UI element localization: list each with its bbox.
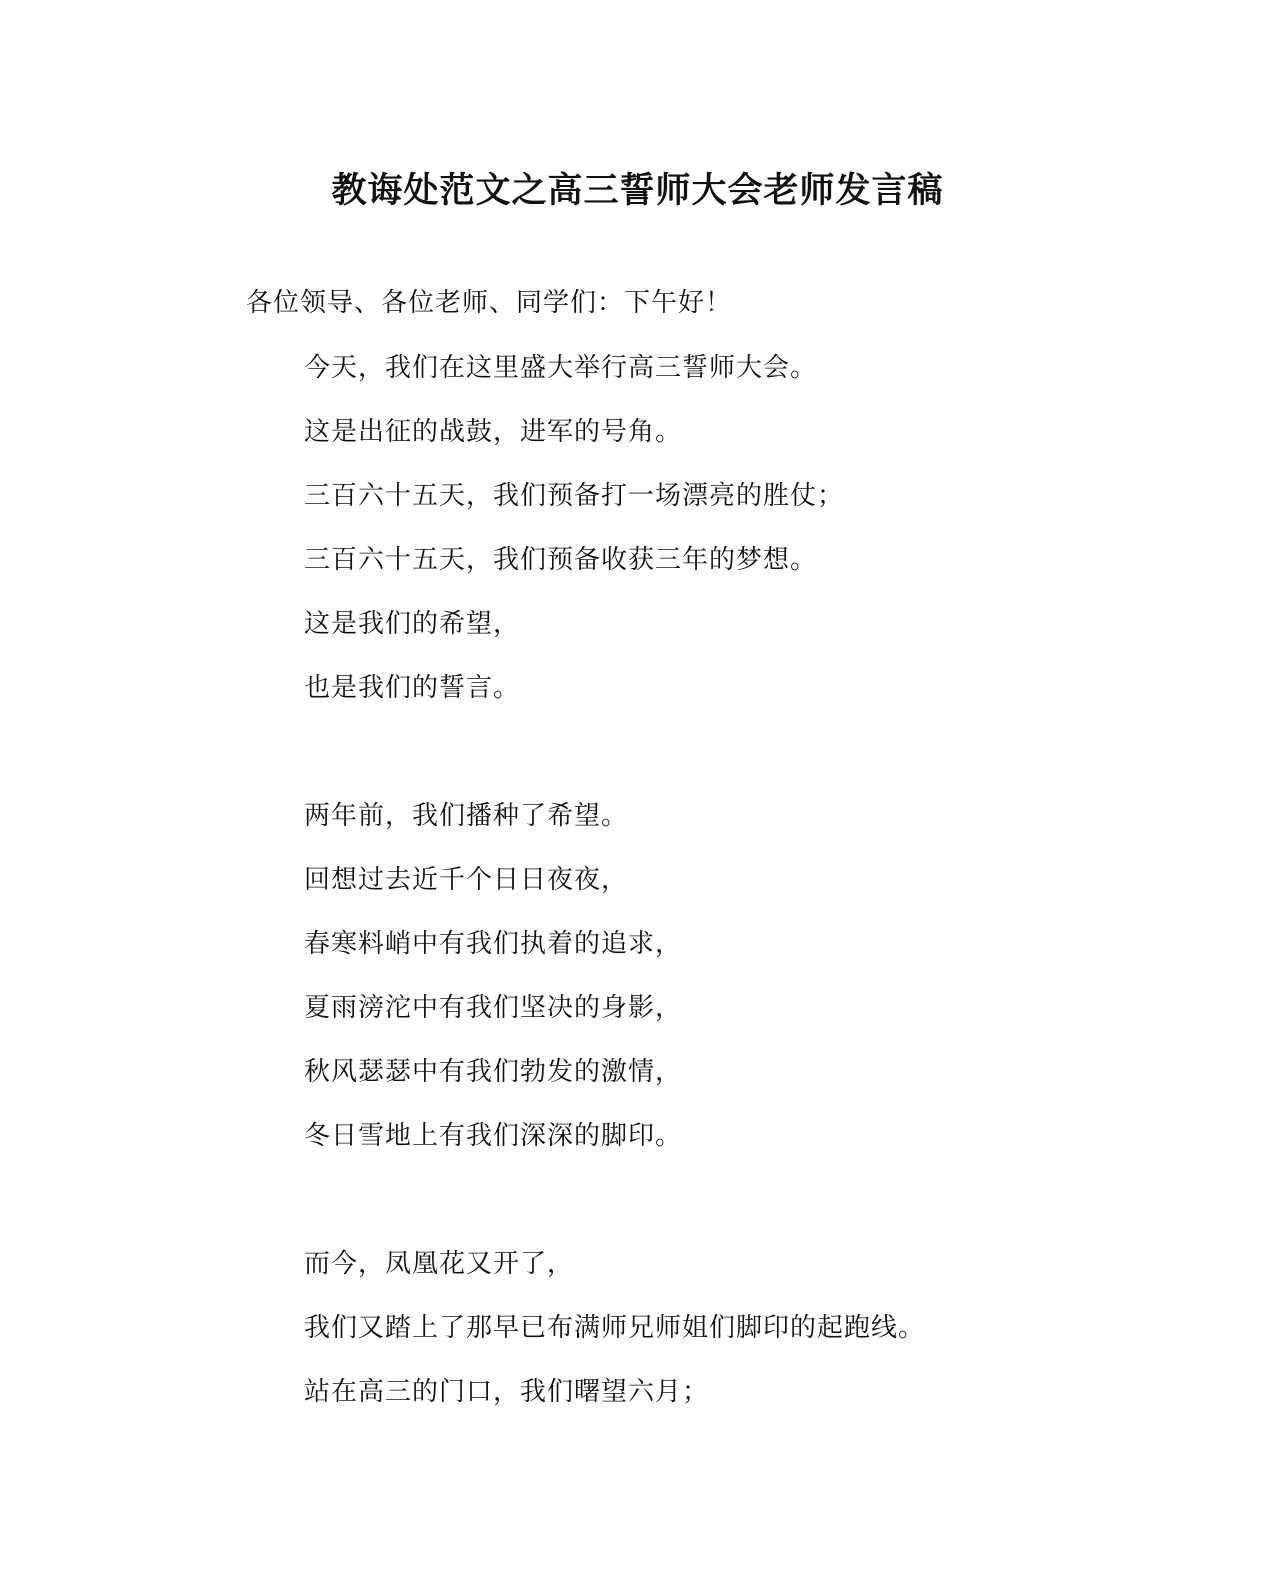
text-line: 这是出征的战鼓，进军的号角。 [304, 417, 683, 447]
text-line: 三百六十五天，我们预备打一场漂亮的胜仗； [304, 481, 845, 511]
text-line: 站在高三的门口，我们曙望六月； [304, 1377, 710, 1407]
text-line: 而今，凤凰花又开了， [304, 1249, 575, 1279]
text-line: 秋风瑟瑟中有我们勃发的激情， [304, 1057, 683, 1087]
text-line: 这是我们的希望， [304, 609, 521, 639]
text-line: 冬日雪地上有我们深深的脚印。 [304, 1121, 683, 1151]
text-line: 也是我们的誓言。 [304, 673, 521, 703]
text-line: 回想过去近千个日日夜夜， [304, 865, 629, 895]
document-title: 教诲处范文之高三誓师大会老师发言稿 [331, 170, 944, 211]
text-line: 两年前，我们播种了希望。 [304, 801, 629, 831]
text-line: 春寒料峭中有我们执着的追求， [304, 929, 683, 959]
salutation: 各位领导、各位老师、同学们：下午好！ [246, 288, 733, 318]
text-line: 三百六十五天，我们预备收获三年的梦想。 [304, 545, 818, 575]
text-line: 今天，我们在这里盛大举行高三誓师大会。 [304, 353, 818, 383]
text-line: 夏雨滂沱中有我们坚决的身影， [304, 993, 683, 1023]
text-line: 我们又踏上了那早已布满师兄师姐们脚印的起跑线。 [304, 1313, 926, 1343]
